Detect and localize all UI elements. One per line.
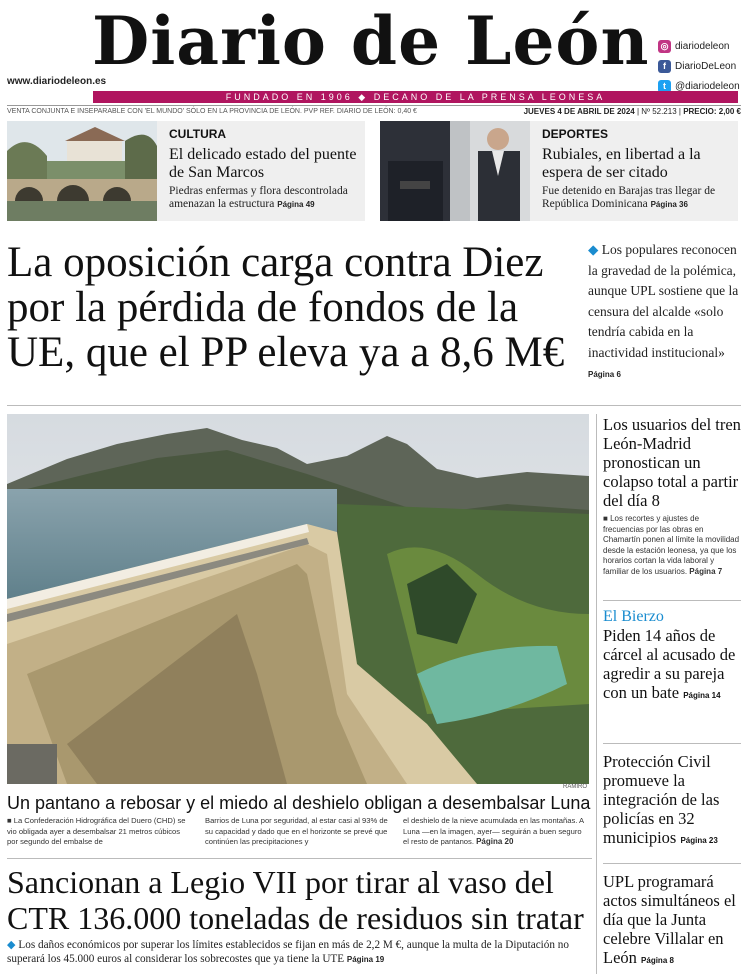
dam-photo[interactable] [7, 414, 589, 784]
page-ref: Página 23 [680, 836, 718, 845]
photo-credit: RAMIRO [563, 784, 587, 790]
social-label: @diariodeleon [675, 80, 740, 92]
issue-date: JUEVES 4 DE ABRIL DE 2024 [523, 107, 635, 116]
square-bullet-icon: ■ [7, 816, 12, 825]
photo-caption [7, 816, 589, 858]
square-bullet-icon: ■ [603, 514, 608, 523]
right-story-upl[interactable] [603, 872, 741, 970]
side-note [588, 240, 740, 386]
side-note-text: Los populares reconocen la gravedad de la polémica, aunque UPL sostiene que la censura del alcalde «solo tendría cabida en la inactividad institucional» [588, 242, 739, 360]
teaser-subtitle: Fue detenido en Barajas tras llegar de República Dominicana Página 36 [542, 185, 716, 210]
teaser-deportes[interactable] [380, 121, 738, 221]
teaser-subtitle: Piedras enfermas y flora descontrolada amenazan la estructura Página 49 [169, 185, 348, 210]
page-ref: Página 8 [641, 956, 674, 965]
instagram-icon: ◎ [658, 40, 671, 53]
diamond-bullet-icon: ◆ [7, 939, 16, 951]
rubiales-photo [380, 121, 530, 221]
bridge-photo [7, 121, 157, 221]
facebook-icon: f [658, 60, 671, 73]
teaser-text [169, 127, 359, 211]
right-story-title[interactable]: Protección Civil promueve la integración de las policías en 32 municipios Página 23 [603, 752, 720, 847]
divider [7, 405, 741, 406]
teaser-title[interactable]: Rubiales, en libertad a la espera de ser citado [542, 146, 701, 181]
photo-headline[interactable]: Un pantano a rebosar y el miedo al deshielo obligan a desembalsar Luna [7, 793, 591, 813]
social-facebook[interactable] [658, 56, 740, 76]
divider [7, 858, 592, 859]
right-story-section: El Bierzo [603, 608, 664, 625]
site-url[interactable]: www.diariodeleon.es [7, 76, 107, 87]
page-ref: Página 19 [346, 955, 385, 964]
main-headline[interactable]: La oposición carga contra Diez por la pérdida de fondos de la UE, que el PP eleva ya a 8,6 M€ [7, 239, 565, 376]
page-ref: Página 14 [683, 691, 721, 700]
social-label: DiarioDeLeon [675, 60, 737, 72]
right-story-tren[interactable] [603, 415, 741, 577]
teaser-title[interactable]: El delicado estado del puente de San Marcos [169, 146, 357, 181]
page-ref: Página 7 [689, 566, 723, 576]
right-story-proteccion[interactable] [603, 752, 741, 850]
teaser-section: CULTURA [169, 127, 227, 141]
divider [603, 863, 741, 864]
issue-number: Nº 52.213 [641, 107, 677, 116]
teaser-cultura[interactable] [7, 121, 365, 221]
page-ref: Página 6 [588, 370, 621, 379]
info-bar [7, 105, 741, 117]
teaser-text [542, 127, 732, 211]
newspaper-logo[interactable]: Diario de León [92, 2, 650, 80]
divider [603, 743, 741, 744]
right-story-sub: ■ Los recortes y ajustes de frecuencias por las obras en Chamartín ponen al límite la movilidad desde la estación leonesa, ya que los horarios cortan la vida laboral y familiar de los usuarios. Página 7 [603, 514, 740, 576]
page-ref: Página 49 [277, 200, 315, 209]
diamond-bullet-icon: ◆ [588, 242, 599, 257]
page-ref: Página 36 [650, 200, 688, 209]
teaser-section: DEPORTES [542, 127, 609, 141]
social-label: diariodeleon [675, 40, 730, 52]
social-instagram[interactable] [658, 36, 740, 56]
caption-col-1: ■ La Confederación Hidrográfica del Duero (CHD) se vio obligada ayer a desembalsar 21 metros cúbicos por segundo del embalse de [7, 816, 186, 846]
price: PRECIO: 2,00 € [683, 107, 741, 116]
bottom-headline[interactable]: Sancionan a Legio VII por tirar al vaso del CTR 136.000 toneladas de residuos sin tratar [7, 864, 584, 936]
issue-info: JUEVES 4 DE ABRIL DE 2024 | Nº 52.213 | PRECIO: 2,00 € [523, 107, 741, 116]
page-ref: Página 20 [476, 837, 514, 846]
right-story-title[interactable]: Los usuarios del tren León-Madrid pronostican un colapso total a partir del día 8 [603, 415, 741, 510]
right-story-title[interactable]: Piden 14 años de cárcel al acusado de agredir a su pareja con un bate Página 14 [603, 626, 736, 702]
sale-notice: VENTA CONJUNTA E INSEPARABLE CON 'EL MUNDO' SÓLO EN LA PROVINCIA DE LEÓN. PVP REF. DIARIO DE LEÓN: 0,40 € [7, 108, 417, 115]
tagline-bar: FUNDADO EN 1906 ◆ DECANO DE LA PRENSA LEONESA [93, 91, 738, 103]
right-story-bierzo[interactable] [603, 607, 741, 705]
caption-col-3: el deshielo de la nieve acumulada en las montañas. A Luna —en la imagen, ayer— seguirán a buen seguro el resto de pantanos. Página 20 [403, 816, 584, 846]
masthead [0, 0, 750, 118]
bottom-subtitle: ◆ Los daños económicos por superar los límites establecidos se fijan en más de 2,2 M €, aunque la multa de la Diputación no superará los 45.000 euros al considerar los sobrecostes que ya tiene la UTE Página 19 [7, 939, 569, 965]
right-story-title[interactable]: UPL programará actos simultáneos el día que la Junta celebre Villalar en León Página 8 [603, 872, 736, 967]
twitter-icon: t [658, 80, 671, 93]
divider [603, 600, 741, 601]
caption-col-2: Barrios de Luna por seguridad, al estar casi al 93% de su capacidad y dado que en el horizonte se prevé que continúen las precipitaciones y [205, 816, 388, 846]
social-links [658, 36, 740, 96]
